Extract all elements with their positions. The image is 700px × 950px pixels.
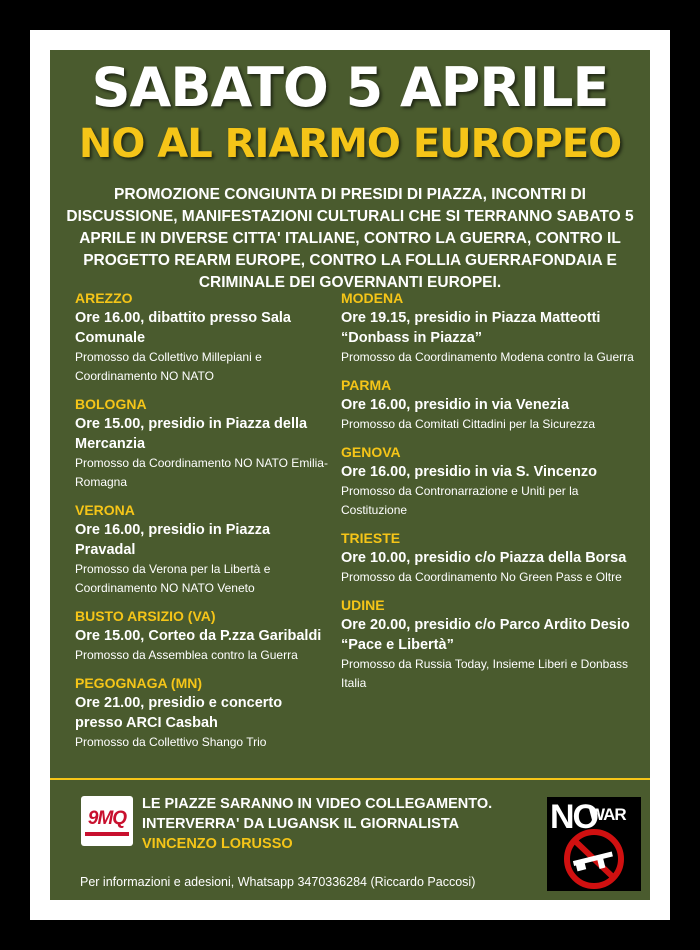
event-promo: Promosso da Verona per la Libertà e Coordinamento NO NATO Veneto <box>75 562 271 595</box>
event-city: VERONA <box>75 502 135 518</box>
event-modena <box>341 288 641 367</box>
event-desc: Ore 10.00, presidio c/o Piazza della Borsa <box>341 550 627 566</box>
event-city: BUSTO ARSIZIO (VA) <box>75 608 216 624</box>
event-desc: Ore 16.00, dibattito presso Sala Comunale <box>75 310 291 346</box>
logo-bar <box>85 832 129 836</box>
event-promo: Promosso da Contronarrazione e Uniti per la Costituzione <box>341 484 579 517</box>
prohibited-rifle-icon <box>547 797 641 891</box>
event-city: MODENA <box>341 290 404 306</box>
event-udine <box>341 595 641 693</box>
event-promo: Promosso da Comitati Cittadini per la Sicurezza <box>341 417 596 431</box>
event-promo: Promosso da Coordinamento No Green Pass e Oltre <box>341 570 622 584</box>
event-promo: Promosso da Collettivo Millepiani e Coordinamento NO NATO <box>75 350 262 383</box>
notice-line-1: LE PIAZZE SARANNO IN VIDEO COLLEGAMENTO. <box>142 796 493 812</box>
notice-line-2: INTERVERRA' DA LUGANSK IL GIORNALISTA <box>142 816 460 832</box>
event-promo: Promosso da Coordinamento NO NATO Emilia-Romagna <box>75 456 328 489</box>
no-war-logo <box>547 797 641 891</box>
event-busto-arsizio <box>75 606 330 665</box>
nowar-war-text: WAR <box>589 805 626 824</box>
event-desc: Ore 15.00, Corteo da P.zza Garibaldi <box>75 628 322 644</box>
event-city: BOLOGNA <box>75 396 147 412</box>
event-city: TRIESTE <box>341 530 401 546</box>
event-desc: Ore 16.00, presidio in via Venezia <box>341 397 570 413</box>
contact-info: Per informazioni e adesioni, Whatsapp 3470336284 (Riccardo Paccosi) <box>80 875 476 889</box>
event-genova <box>341 442 641 520</box>
nowar-no-text: NO <box>550 798 597 836</box>
event-desc: Ore 20.00, presidio c/o Parco Ardito Desio “Pace e Libertà” <box>341 617 630 653</box>
poster-subtitle: NO AL RIARMO EUROPEO <box>78 121 622 167</box>
event-pegognaga <box>75 673 330 752</box>
event-trieste <box>341 528 641 587</box>
event-arezzo <box>75 288 330 386</box>
video-link-notice <box>142 794 492 854</box>
section-divider <box>50 778 650 780</box>
event-promo: Promosso da Coordinamento Modena contro la Guerra <box>341 350 634 364</box>
9mq-logo <box>81 796 133 846</box>
event-desc: Ore 15.00, presidio in Piazza della Mercanzia <box>75 416 308 452</box>
events-left-column <box>75 288 330 760</box>
event-city: PARMA <box>341 377 392 393</box>
poster <box>50 50 650 900</box>
poster-title: SABATO 5 APRILE <box>91 56 609 119</box>
journalist-name: VINCENZO LORUSSO <box>142 836 293 852</box>
logo-text: 9MQ <box>87 808 127 829</box>
event-desc: Ore 19.15, presidio in Piazza Matteotti “Donbass in Piazza” <box>341 310 601 346</box>
event-parma <box>341 375 641 434</box>
event-promo: Promosso da Assemblea contro la Guerra <box>75 648 298 662</box>
event-city: UDINE <box>341 597 385 613</box>
events-right-column <box>341 288 641 701</box>
event-promo: Promosso da Collettivo Shango Trio <box>75 735 267 749</box>
event-promo: Promosso da Russia Today, Insieme Liberi e Donbass Italia <box>341 657 629 690</box>
event-desc: Ore 16.00, presidio in via S. Vincenzo <box>341 464 598 480</box>
event-city: GENOVA <box>341 444 401 460</box>
event-desc: Ore 21.00, presidio e concerto presso ARCI Casbah <box>75 695 283 731</box>
intro-text: PROMOZIONE CONGIUNTA DI PRESIDI DI PIAZZA, INCONTRI DI DISCUSSIONE, MANIFESTAZIONI CULTURALI CHE SI TERRANNO SABATO 5 APRILE IN DIVERSE CITTA' ITALIANE, CONTRO LA GUERRA, CONTRO IL PROGETTO REARM EUROPE, CONTRO LA FOLLIA GUERRAFONDAIA E CRIMINALE DEI GOVERNANTI EUROPEI. <box>66 186 634 291</box>
event-city: PEGOGNAGA (MN) <box>75 675 203 691</box>
event-verona <box>75 500 330 598</box>
event-city: AREZZO <box>75 290 133 306</box>
event-bologna <box>75 394 330 492</box>
event-desc: Ore 16.00, presidio in Piazza Pravadal <box>75 522 271 558</box>
